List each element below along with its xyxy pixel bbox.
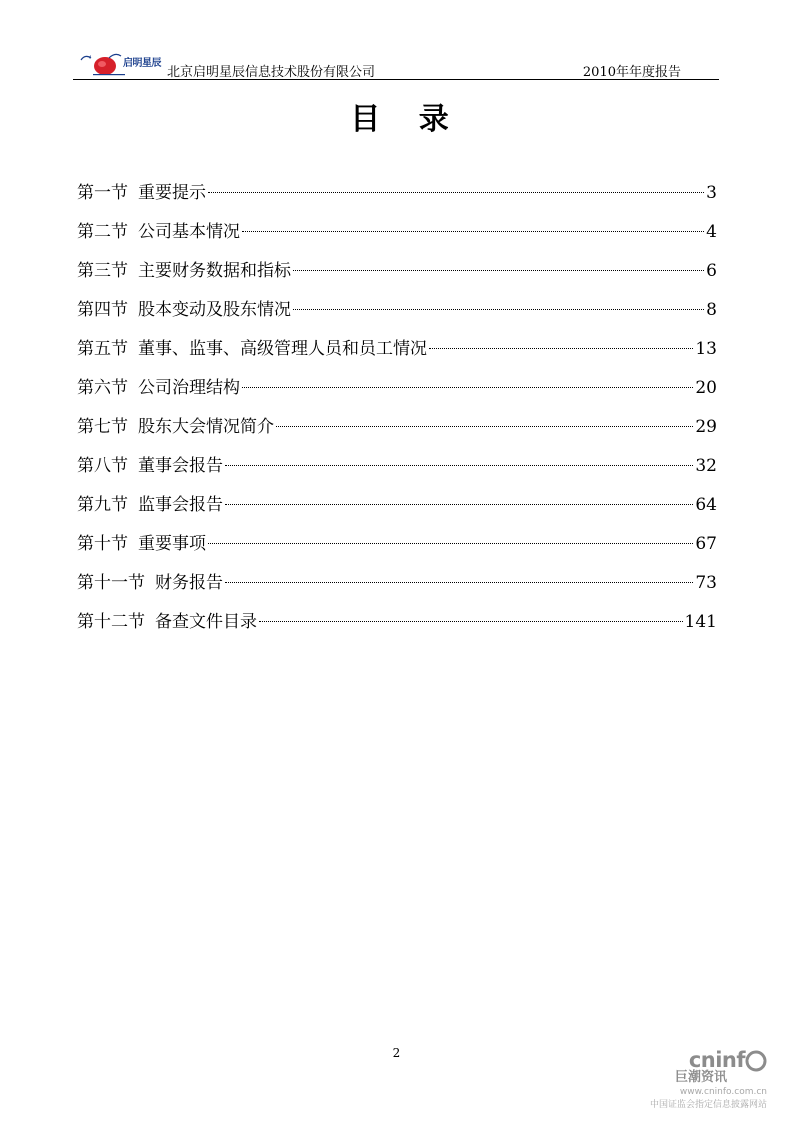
toc-dot-leader xyxy=(242,387,693,388)
toc-entry[interactable] xyxy=(77,568,717,607)
toc-section-label: 第二节 xyxy=(77,222,128,242)
toc-page-number: 8 xyxy=(706,300,717,320)
toc-section-label: 第十二节 xyxy=(77,612,145,632)
toc-dot-leader xyxy=(293,270,704,271)
toc-page-number: 20 xyxy=(695,378,717,398)
toc-entry[interactable] xyxy=(77,490,717,529)
toc-entry[interactable] xyxy=(77,334,717,373)
toc-dot-leader xyxy=(293,309,704,310)
toc-section-label: 第五节 xyxy=(77,339,128,359)
logo-text: 启明星辰 xyxy=(123,58,161,69)
header-divider xyxy=(73,79,719,80)
toc-section-label: 第八节 xyxy=(77,456,128,476)
toc-section-label: 第七节 xyxy=(77,417,128,437)
watermark-url: www.cninfo.com.cn xyxy=(679,1087,767,1097)
toc-page-number: 67 xyxy=(695,534,717,554)
toc-entry[interactable] xyxy=(77,607,717,646)
toc-section-label: 第十节 xyxy=(77,534,128,554)
page-number: 2 xyxy=(392,1046,401,1060)
toc-dot-leader xyxy=(242,231,704,232)
toc-entry-title: 财务报告 xyxy=(155,573,223,593)
toc-entry[interactable] xyxy=(77,451,717,490)
toc-dot-leader xyxy=(225,465,693,466)
report-year: 2010年年度报告 xyxy=(582,65,681,80)
toc-section-label: 第九节 xyxy=(77,495,128,515)
toc-dot-leader xyxy=(208,543,693,544)
page-header xyxy=(73,44,719,80)
toc-entry-title: 备查文件目录 xyxy=(155,612,257,632)
toc-entry-title: 股本变动及股东情况 xyxy=(138,300,291,320)
toc-entry-title: 股东大会情况简介 xyxy=(138,417,274,437)
watermark-name-cn: 巨潮资讯 xyxy=(674,1070,727,1085)
toc-entry-title: 董事会报告 xyxy=(138,456,223,476)
toc-dot-leader xyxy=(208,192,704,193)
toc-page-number: 4 xyxy=(706,222,717,242)
toc-dot-leader xyxy=(225,504,693,505)
toc-entry[interactable] xyxy=(77,256,717,295)
toc-entry[interactable] xyxy=(77,529,717,568)
toc-page-number: 141 xyxy=(684,612,717,632)
watermark-note: 中国证监会指定信息披露网站 xyxy=(649,1100,767,1110)
toc-entry[interactable] xyxy=(77,178,717,217)
watermark-brand: cninf xyxy=(688,1048,745,1072)
toc-section-label: 第一节 xyxy=(77,183,128,203)
toc-section-label: 第六节 xyxy=(77,378,128,398)
toc-dot-leader xyxy=(225,582,693,583)
toc-page-number: 13 xyxy=(695,339,717,359)
company-name: 北京启明星辰信息技术股份有限公司 xyxy=(167,65,376,80)
toc-entry-title: 公司基本情况 xyxy=(138,222,240,242)
toc-section-label: 第十一节 xyxy=(77,573,145,593)
toc-page-number: 32 xyxy=(695,456,717,476)
toc-entry[interactable] xyxy=(77,217,717,256)
toc-entry[interactable] xyxy=(77,373,717,412)
toc-section-label: 第三节 xyxy=(77,261,128,281)
table-of-contents xyxy=(77,178,717,646)
toc-entry-title: 重要事项 xyxy=(138,534,206,554)
toc-entry-title: 监事会报告 xyxy=(138,495,223,515)
toc-entry-title: 董事、监事、高级管理人员和员工情况 xyxy=(138,339,427,359)
toc-entry-title: 公司治理结构 xyxy=(138,378,240,398)
toc-entry[interactable] xyxy=(77,295,717,334)
toc-entry-title: 主要财务数据和指标 xyxy=(138,261,291,281)
toc-entry-title: 重要提示 xyxy=(138,183,206,203)
cninfo-swirl-icon xyxy=(745,1050,767,1072)
toc-page-number: 29 xyxy=(695,417,717,437)
page-title: 目 录 xyxy=(350,102,463,137)
toc-page-number: 64 xyxy=(695,495,717,515)
toc-section-label: 第四节 xyxy=(77,300,128,320)
toc-dot-leader xyxy=(429,348,693,349)
toc-page-number: 73 xyxy=(695,573,717,593)
toc-page-number: 6 xyxy=(706,261,717,281)
toc-page-number: 3 xyxy=(706,183,717,203)
toc-dot-leader xyxy=(259,621,683,622)
toc-dot-leader xyxy=(276,426,693,427)
cninfo-watermark xyxy=(622,1050,767,1116)
toc-entry[interactable] xyxy=(77,412,717,451)
